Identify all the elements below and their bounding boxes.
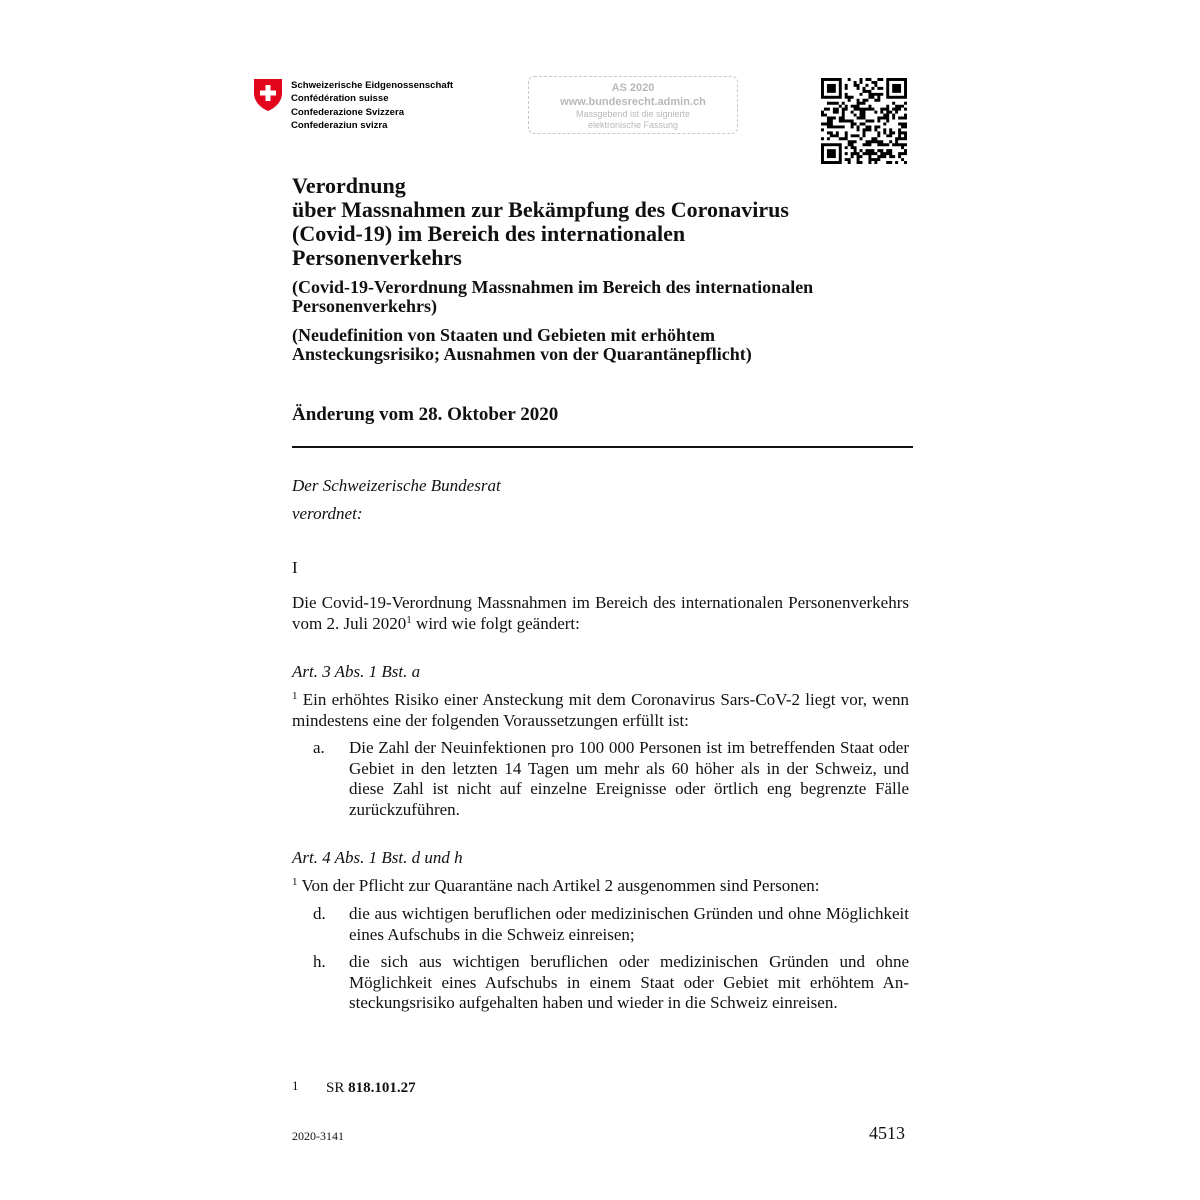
confederation-line: Confederazione Svizzera: [291, 106, 405, 118]
qr-code-icon: [821, 78, 907, 164]
title-line: Personenverkehrs: [292, 245, 462, 270]
confederation-line: Confederaziun svizra: [291, 119, 388, 131]
confederation-line: Schweizerische Eidgenossenschaft: [291, 80, 454, 91]
preamble-verb: verordnet:: [292, 504, 363, 523]
paragraph-number: 1: [292, 690, 298, 702]
intro-text-end: wird wie folgt geändert:: [411, 613, 580, 633]
list-item-text: Die Zahl der Neuinfektionen pro 100 000 Personen ist im betreffenden Staat oder Gebiet in den letzten 14 Tagen um mehr als 60 höher als in der Schweiz, und diese Zahl ist nicht auf einzelne Ereignisse oder örtlich eng begrenzte Fälle zurückzuführen.: [349, 738, 909, 819]
title-line: Verordnung: [292, 173, 406, 198]
article-heading: Art. 3 Abs. 1 Bst. a: [292, 662, 421, 681]
list-item-text: die aus wichtigen beruflichen oder medizinischen Gründen und ohne Möglichkeit eines Aufschubs in die Schweiz einreisen;: [349, 904, 909, 944]
title-line: über Massnahmen zur Bekämpfung des Coronavirus: [292, 197, 789, 222]
list-item-letter: d.: [313, 904, 326, 923]
short-title-line: (Covid-19-Verordnung Massnahmen im Bereich des internationalen: [292, 277, 814, 297]
confederation-names: [291, 79, 453, 132]
stamp-note: Massgebend ist die signierte: [575, 109, 691, 119]
title-line: (Covid-19) im Bereich des internationalen: [292, 221, 686, 246]
stamp-note: elektronische Fassung: [587, 120, 679, 130]
article-paragraph: [292, 876, 820, 897]
confederation-line: Confédération suisse: [291, 93, 389, 105]
preamble-issuer: Der Schweizerische Bundesrat: [292, 476, 501, 495]
subject-line: (Neudefinition von Staaten und Gebieten mit erhöhtem: [292, 325, 715, 345]
stamp-collection: AS 2020: [611, 82, 655, 94]
footnote-reference[interactable]: 1: [406, 613, 412, 626]
intro-paragraph: [292, 593, 909, 634]
article-paragraph: [292, 690, 909, 731]
paragraph-text: Von der Pflicht zur Quarantäne nach Artikel 2 ausgenommen sind Personen:: [297, 876, 820, 895]
paragraph-text: Ein erhöhtes Risiko einer Ansteckung mit dem Coronavirus Sars-CoV-2 liegt vor, wenn mindestens eine der folgenden Voraussetzungen erfüllt ist:: [292, 690, 909, 730]
footnote-reference-number[interactable]: 818.101.27: [348, 1080, 416, 1096]
amendment-date: Änderung vom 28. Oktober 2020: [292, 404, 559, 425]
list-item-letter: h.: [313, 952, 326, 971]
page-number: 4513: [869, 1123, 905, 1143]
list-item-letter: a.: [313, 738, 325, 757]
document-number: 2020-3141: [292, 1129, 344, 1143]
list-item-text: die sich aus wichtigen beruflichen oder medizinischen Gründen und ohne Möglichkeit eines Aufschubs in einem Staat oder Gebiet mit erhöhtem Ansteckungsrisiko aufgehalten haben und wieder in die Schweiz einreisen.: [349, 952, 909, 1012]
subject-line: Ansteckungsrisiko; Ausnahmen von der Quarantänepflicht): [292, 344, 752, 364]
section-number: I: [292, 558, 298, 577]
short-title-line: Personenverkehrs): [292, 296, 437, 316]
paragraph-number: 1: [292, 876, 298, 888]
stamp-url: www.bundesrecht.admin.ch: [560, 96, 706, 108]
official-publication-stamp: [528, 76, 738, 134]
footnote-number: 1: [292, 1078, 299, 1093]
footnote-text: [326, 1080, 416, 1097]
footnote-prefix: SR: [326, 1080, 349, 1096]
title-divider: [292, 446, 913, 448]
swiss-crest-icon: [253, 78, 283, 112]
intro-text: Die Covid-19-Verordnung Massnahmen im Bereich des internationalen Personenverkehrs vom 2. Juli 2020: [292, 593, 909, 633]
article-heading: Art. 4 Abs. 1 Bst. d und h: [292, 848, 463, 867]
